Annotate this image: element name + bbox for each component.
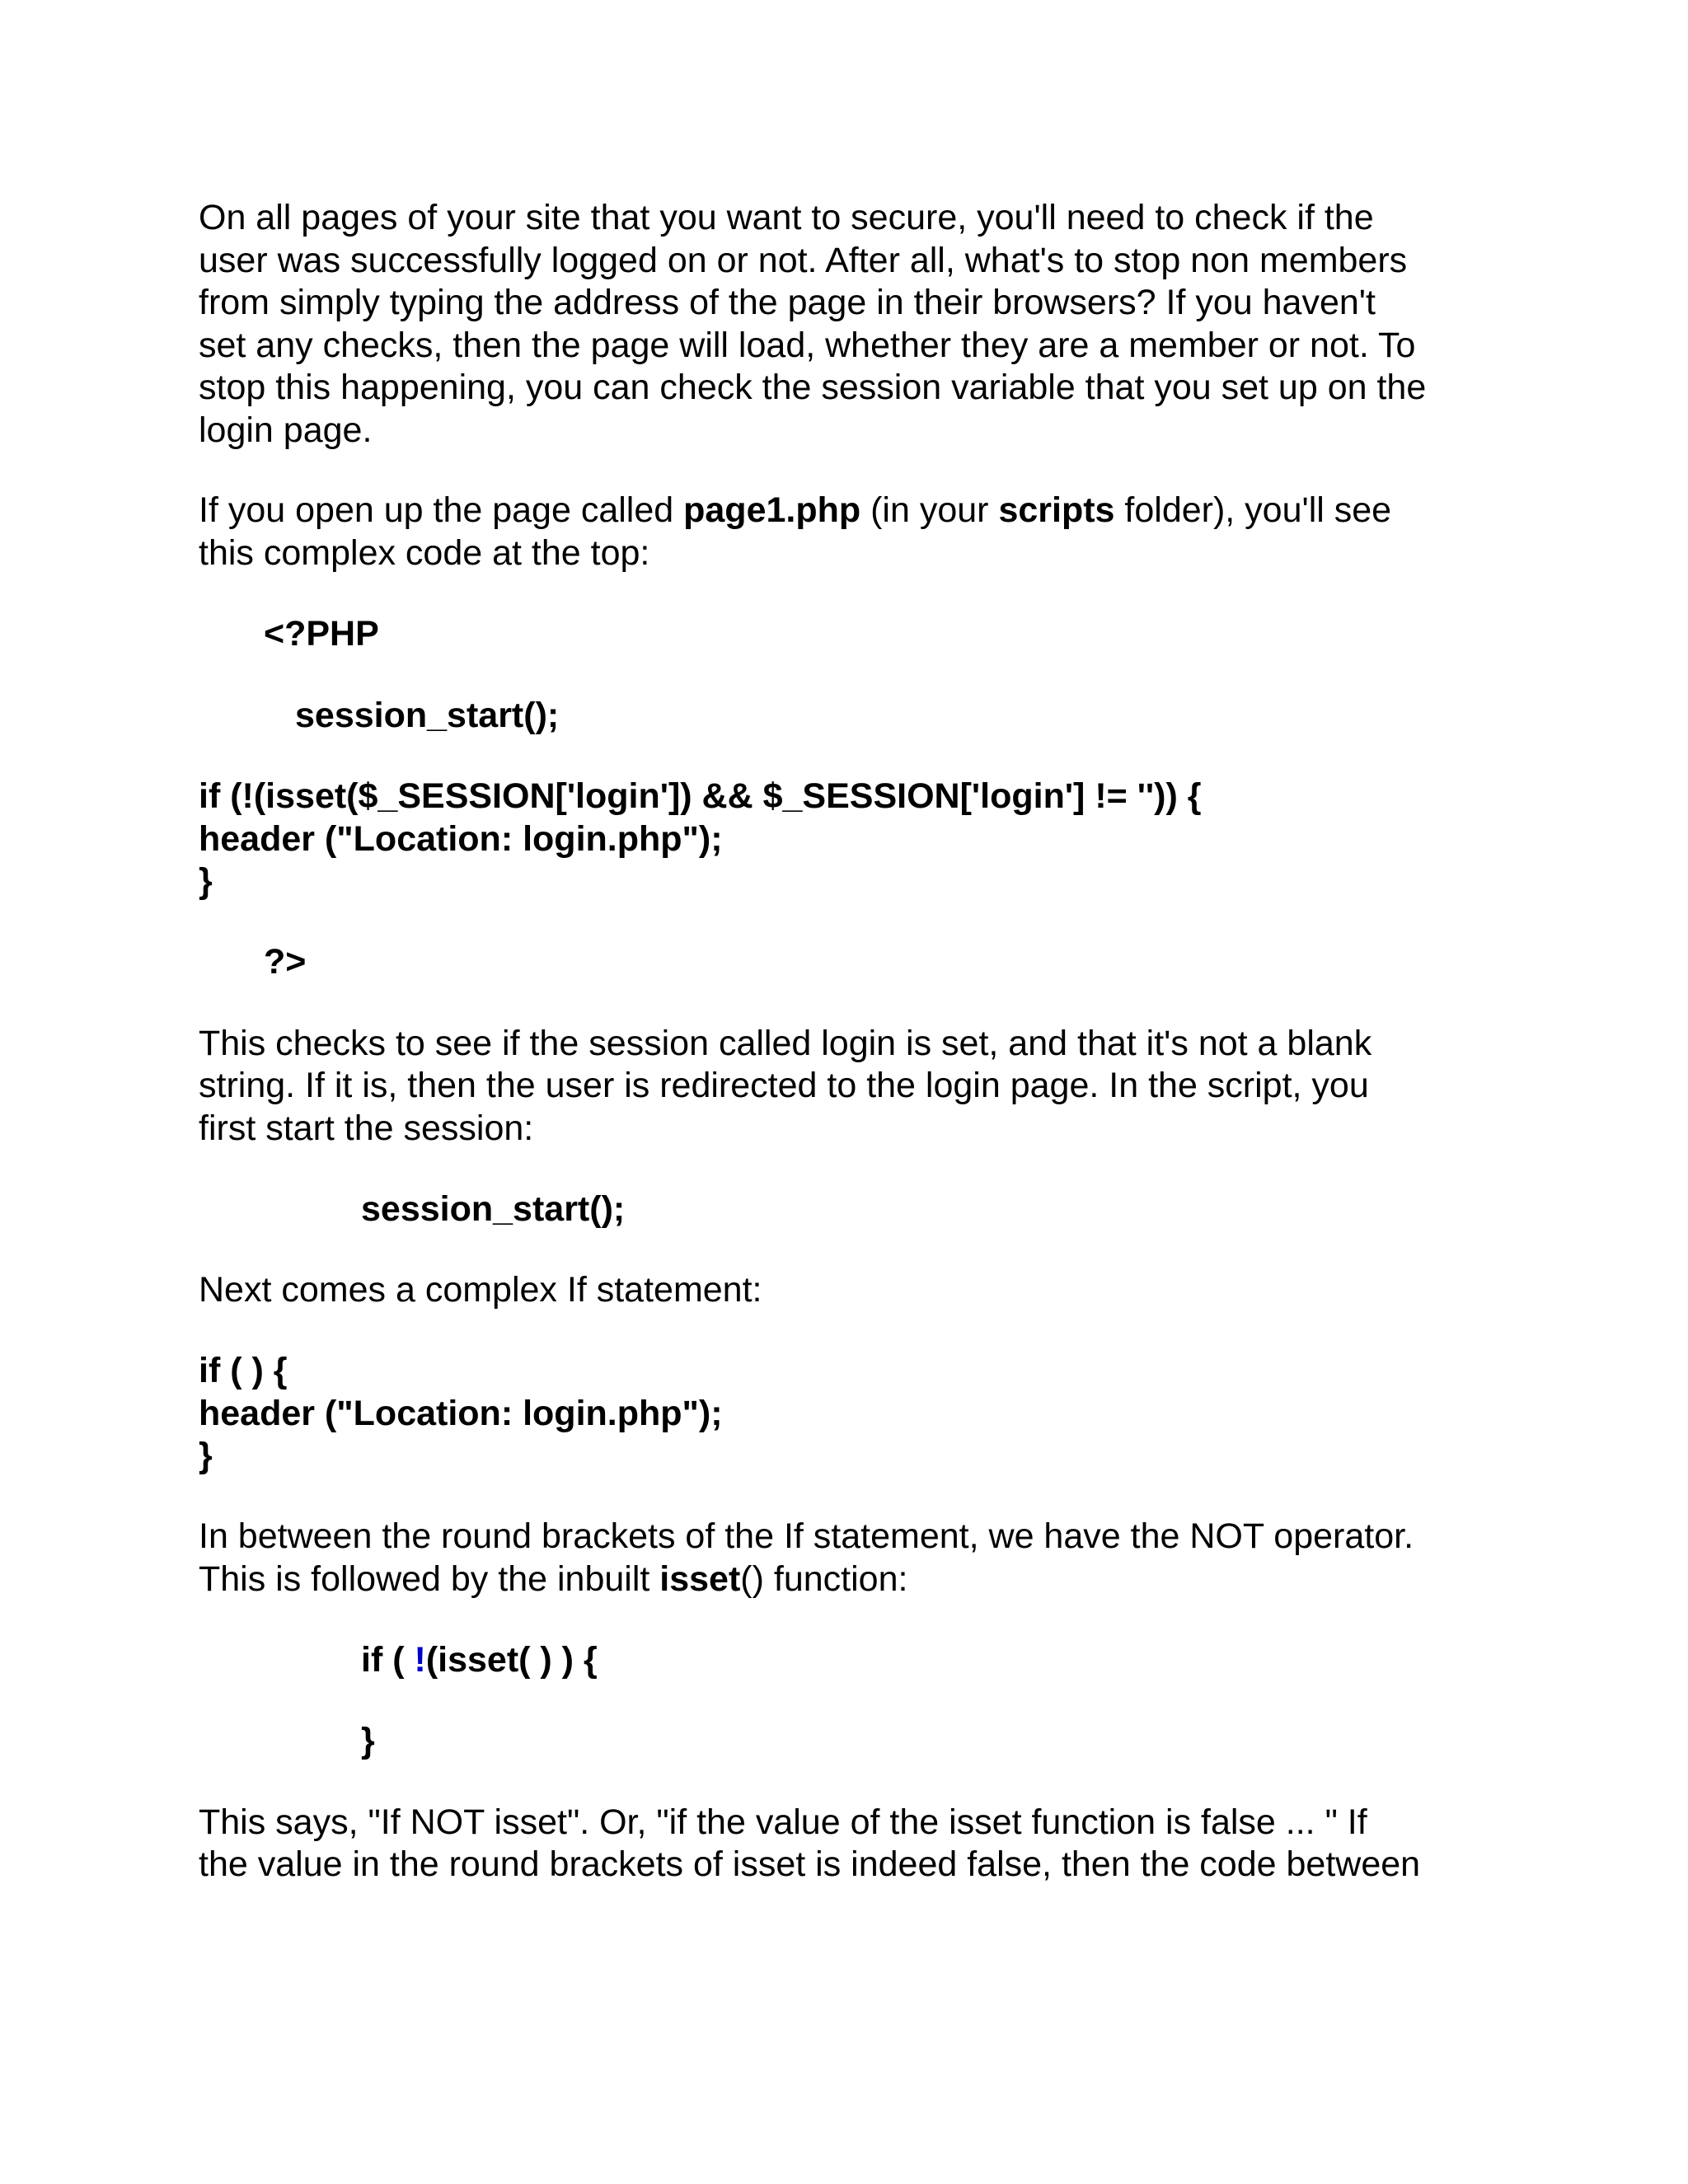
- code-if-line-1: if (!(isset($_SESSION['login']) && $_SESSION['login'] != '')) {: [199, 776, 1202, 816]
- isset-function-name: isset: [659, 1559, 741, 1599]
- code-if-not-isset: [361, 1638, 598, 1681]
- paragraph-2-line-2: this complex code at the top:: [199, 533, 650, 573]
- paragraph-6-line-2: the value in the round brackets of isset is indeed false, then the code between: [199, 1844, 1421, 1884]
- paragraph-2-suffix: folder), you'll see: [1114, 490, 1392, 530]
- paragraph-1-line-5: stop this happening, you can check the session variable that you set up on the: [199, 368, 1427, 407]
- code-php-open-tag: <?PHP: [264, 614, 379, 654]
- paragraph-2-line-1: [199, 489, 1391, 532]
- not-operator: !: [414, 1640, 426, 1680]
- code-header-line-2: header ("Location: login.php");: [199, 1394, 723, 1433]
- code-session-start-2: session_start();: [361, 1189, 626, 1229]
- paragraph-1-line-6: login page.: [199, 410, 373, 450]
- code-if-suffix: (isset( ) ) {: [425, 1640, 598, 1680]
- paragraph-2-prefix: If you open up the page called: [199, 490, 684, 530]
- paragraph-1-line-1: On all pages of your site that you want to secure, you'll need to check if the: [199, 198, 1374, 237]
- paragraph-5-line-2: [199, 1558, 907, 1601]
- paragraph-5-prefix: This is followed by the inbuilt: [199, 1559, 660, 1599]
- paragraph-3-line-1: This checks to see if the session called login is set, and that it's not a blank: [199, 1024, 1372, 1063]
- paragraph-1-line-4: set any checks, then the page will load, whether they are a member or not. To: [199, 326, 1416, 365]
- code-close-brace-1: }: [199, 861, 213, 901]
- folder-scripts: scripts: [998, 490, 1115, 530]
- paragraph-1-line-3: from simply typing the address of the page in their browsers? If you haven't: [199, 283, 1376, 322]
- code-if-prefix: if (: [361, 1640, 415, 1680]
- code-close-brace-3: }: [361, 1721, 375, 1760]
- code-close-brace-2: }: [199, 1436, 213, 1475]
- paragraph-5-suffix: () function:: [740, 1559, 908, 1599]
- paragraph-2-middle: (in your: [860, 490, 999, 530]
- code-header-line-1: header ("Location: login.php");: [199, 819, 723, 859]
- code-if-line-2: if ( ) {: [199, 1351, 288, 1390]
- paragraph-5-line-1: In between the round brackets of the If statement, we have the NOT operator.: [199, 1516, 1414, 1556]
- paragraph-3-line-2: string. If it is, then the user is redirected to the login page. In the script, you: [199, 1066, 1369, 1105]
- paragraph-1-line-2: user was successfully logged on or not. After all, what's to stop non members: [199, 241, 1408, 280]
- paragraph-4: Next comes a complex If statement:: [199, 1270, 762, 1310]
- filename-page1: page1.php: [683, 490, 861, 530]
- paragraph-6-line-1: This says, "If NOT isset". Or, "if the value of the isset function is false ... " If: [199, 1802, 1367, 1842]
- paragraph-3-line-3: first start the session:: [199, 1108, 534, 1148]
- code-php-close-tag: ?>: [264, 942, 307, 982]
- code-session-start-1: session_start();: [295, 696, 560, 735]
